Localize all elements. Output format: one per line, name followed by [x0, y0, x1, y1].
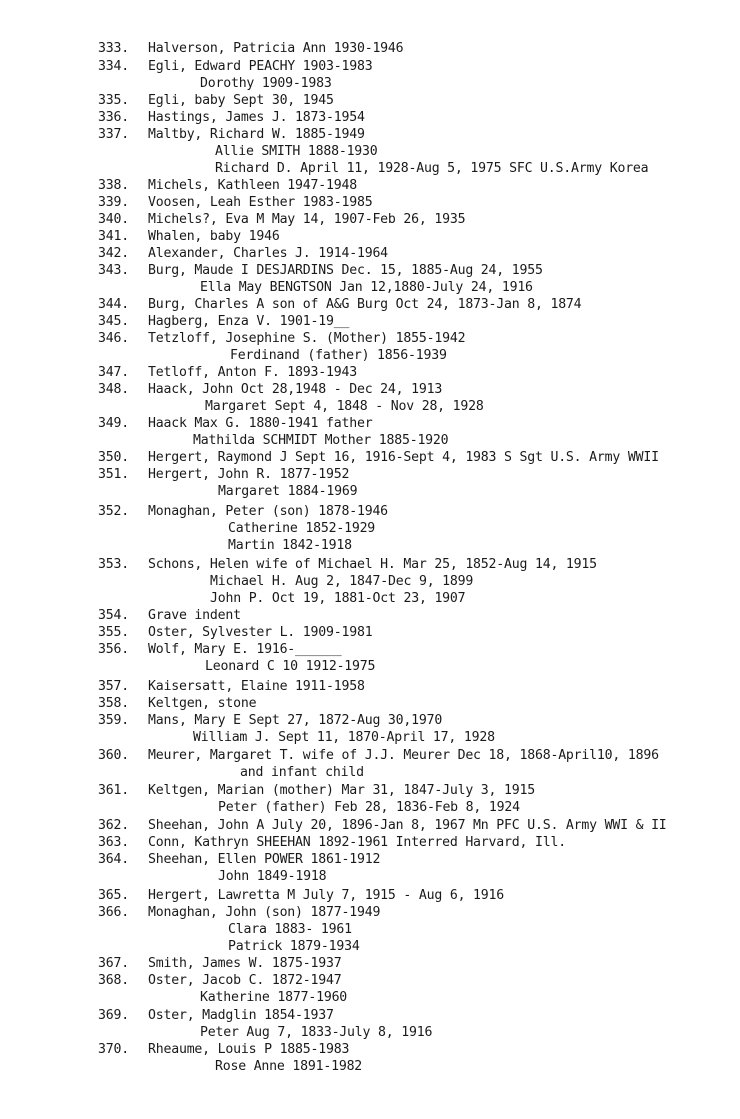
entry-number: 356. [98, 642, 129, 657]
entry-primary-line: Alexander, Charles J. 1914-1964 [148, 246, 388, 261]
entry-number: 336. [98, 110, 129, 125]
entry-number: 367. [98, 956, 129, 971]
entry-primary-line: Sheehan, John A July 20, 1896-Jan 8, 1967 Mn PFC U.S. Army WWI & II [148, 818, 667, 833]
entry-primary-line: Egli, baby Sept 30, 1945 [148, 93, 334, 108]
entry-number: 352. [98, 504, 129, 519]
entry-primary-line: Hergert, Raymond J Sept 16, 1916-Sept 4, 1983 S Sgt U.S. Army WWII [148, 450, 659, 465]
entry-primary-line: Monaghan, John (son) 1877-1949 [148, 905, 381, 920]
entry-primary-line: Hergert, John R. 1877-1952 [148, 467, 350, 482]
entry-primary-line: Smith, James W. 1875-1937 [148, 956, 342, 971]
entry-number: 340. [98, 212, 129, 227]
entry-primary-line: Rheaume, Louis P 1885-1983 [148, 1042, 350, 1057]
entry-number: 333. [98, 41, 129, 56]
entry-secondary-line: Ella May BENGTSON Jan 12,1880-July 24, 1916 [200, 280, 533, 295]
entry-number: 345. [98, 314, 129, 329]
entry-secondary-line: Peter Aug 7, 1833-July 8, 1916 [200, 1025, 433, 1040]
entry-number: 337. [98, 127, 129, 142]
entry-primary-line: Michels?, Eva M May 14, 1907-Feb 26, 1935 [148, 212, 466, 227]
entry-primary-line: Monaghan, Peter (son) 1878-1946 [148, 504, 388, 519]
entry-number: 361. [98, 783, 129, 798]
entry-number: 364. [98, 852, 129, 867]
entry-number: 360. [98, 748, 129, 763]
entry-primary-line: Grave indent [148, 608, 241, 623]
entry-number: 366. [98, 905, 129, 920]
entry-secondary-line: John 1849-1918 [218, 869, 327, 884]
entry-secondary-line: Allie SMITH 1888-1930 [215, 144, 378, 159]
entry-number: 343. [98, 263, 129, 278]
entry-number: 355. [98, 625, 129, 640]
entry-primary-line: Sheehan, Ellen POWER 1861-1912 [148, 852, 381, 867]
entry-primary-line: Michels, Kathleen 1947-1948 [148, 178, 357, 193]
entry-secondary-line: Martin 1842-1918 [228, 538, 352, 553]
entry-primary-line: Tetzloff, Josephine S. (Mother) 1855-1942 [148, 331, 466, 346]
entry-primary-line: Keltgen, stone [148, 696, 257, 711]
entry-primary-line: Haack, John Oct 28,1948 - Dec 24, 1913 [148, 382, 443, 397]
entry-number: 358. [98, 696, 129, 711]
entry-primary-line: Mans, Mary E Sept 27, 1872-Aug 30,1970 [148, 713, 443, 728]
entry-primary-line: Oster, Jacob C. 1872-1947 [148, 973, 342, 988]
entry-secondary-line: Michael H. Aug 2, 1847-Dec 9, 1899 [210, 574, 474, 589]
entry-number: 351. [98, 467, 129, 482]
entry-number: 346. [98, 331, 129, 346]
entry-secondary-line: Dorothy 1909-1983 [200, 76, 332, 91]
entry-secondary-line: and infant child [240, 765, 364, 780]
entry-number: 335. [98, 93, 129, 108]
entry-primary-line: Haack Max G. 1880-1941 father [148, 416, 373, 431]
entry-secondary-line: Rose Anne 1891-1982 [215, 1059, 363, 1074]
entry-primary-line: Keltgen, Marian (mother) Mar 31, 1847-July 3, 1915 [148, 783, 535, 798]
entry-secondary-line: Patrick 1879-1934 [228, 939, 360, 954]
entry-secondary-line: Leonard C 10 1912-1975 [205, 659, 376, 674]
entry-number: 348. [98, 382, 129, 397]
entry-primary-line: Hergert, Lawretta M July 7, 1915 - Aug 6, 1916 [148, 888, 505, 903]
entry-primary-line: Burg, Charles A son of A&G Burg Oct 24, 1873-Jan 8, 1874 [148, 297, 582, 312]
entry-primary-line: Maltby, Richard W. 1885-1949 [148, 127, 365, 142]
entry-number: 370. [98, 1042, 129, 1057]
entry-secondary-line: John P. Oct 19, 1881-Oct 23, 1907 [210, 591, 466, 606]
entry-primary-line: Meurer, Margaret T. wife of J.J. Meurer Dec 18, 1868-April10, 1896 [148, 748, 659, 763]
entry-number: 368. [98, 973, 129, 988]
entry-primary-line: Conn, Kathryn SHEEHAN 1892-1961 Interred Harvard, Ill. [148, 835, 566, 850]
entry-secondary-line: Peter (father) Feb 28, 1836-Feb 8, 1924 [218, 800, 520, 815]
entry-number: 350. [98, 450, 129, 465]
entry-secondary-line: Margaret 1884-1969 [218, 484, 358, 499]
entry-number: 342. [98, 246, 129, 261]
entry-secondary-line: Margaret Sept 4, 1848 - Nov 28, 1928 [205, 399, 484, 414]
entry-primary-line: Voosen, Leah Esther 1983-1985 [148, 195, 373, 210]
entry-number: 349. [98, 416, 129, 431]
entry-primary-line: Halverson, Patricia Ann 1930-1946 [148, 41, 404, 56]
entry-number: 359. [98, 713, 129, 728]
entry-primary-line: Egli, Edward PEACHY 1903-1983 [148, 59, 373, 74]
entry-secondary-line: Richard D. April 11, 1928-Aug 5, 1975 SFC U.S.Army Korea [215, 161, 649, 176]
entry-secondary-line: Catherine 1852-1929 [228, 521, 376, 536]
entry-number: 365. [98, 888, 129, 903]
entry-number: 339. [98, 195, 129, 210]
entry-primary-line: Hastings, James J. 1873-1954 [148, 110, 365, 125]
entry-number: 341. [98, 229, 129, 244]
entry-secondary-line: Ferdinand (father) 1856-1939 [230, 348, 447, 363]
entry-primary-line: Hagberg, Enza V. 1901-19__ [148, 314, 350, 329]
entry-secondary-line: Mathilda SCHMIDT Mother 1885-1920 [193, 433, 449, 448]
entry-primary-line: Tetloff, Anton F. 1893-1943 [148, 365, 357, 380]
entry-number: 357. [98, 679, 129, 694]
entry-number: 347. [98, 365, 129, 380]
entry-primary-line: Oster, Madglin 1854-1937 [148, 1008, 334, 1023]
entry-number: 353. [98, 557, 129, 572]
entry-number: 369. [98, 1008, 129, 1023]
entry-number: 338. [98, 178, 129, 193]
entry-number: 334. [98, 59, 129, 74]
entry-primary-line: Burg, Maude I DESJARDINS Dec. 15, 1885-Aug 24, 1955 [148, 263, 543, 278]
entry-number: 344. [98, 297, 129, 312]
entry-primary-line: Schons, Helen wife of Michael H. Mar 25, 1852-Aug 14, 1915 [148, 557, 597, 572]
entry-primary-line: Kaisersatt, Elaine 1911-1958 [148, 679, 365, 694]
entry-number: 354. [98, 608, 129, 623]
entry-secondary-line: Katherine 1877-1960 [200, 990, 348, 1005]
entry-secondary-line: Clara 1883- 1961 [228, 922, 352, 937]
entry-number: 362. [98, 818, 129, 833]
entry-secondary-line: William J. Sept 11, 1870-April 17, 1928 [193, 730, 495, 745]
entry-number: 363. [98, 835, 129, 850]
entry-primary-line: Whalen, baby 1946 [148, 229, 280, 244]
entry-primary-line: Oster, Sylvester L. 1909-1981 [148, 625, 373, 640]
entry-primary-line: Wolf, Mary E. 1916-______ [148, 642, 342, 657]
